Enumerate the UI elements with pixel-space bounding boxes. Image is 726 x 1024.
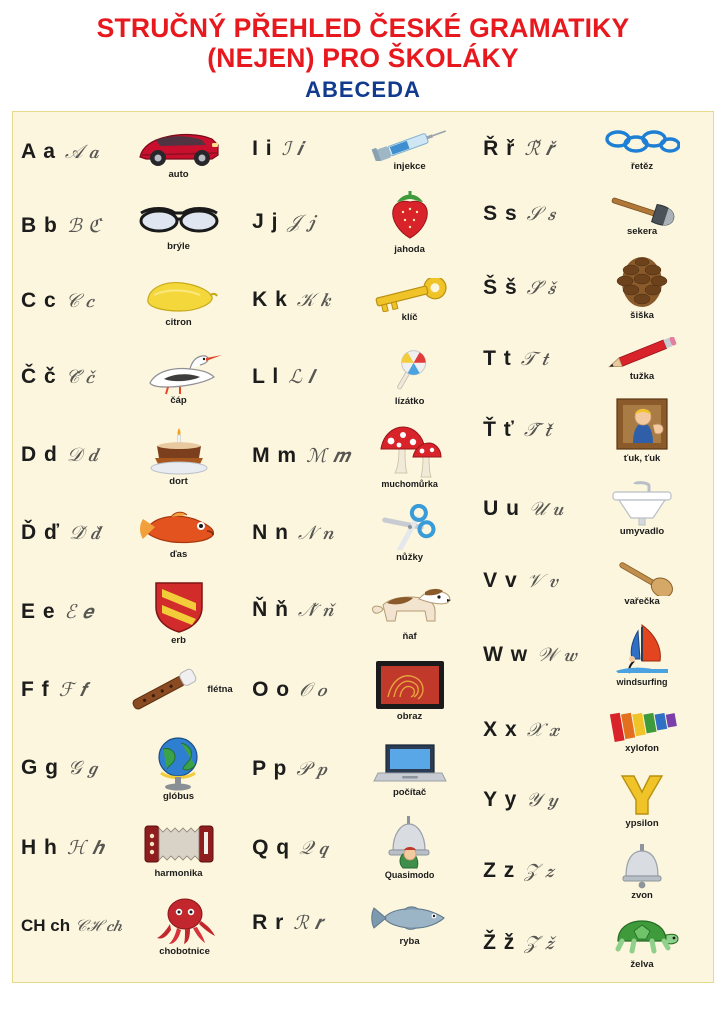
picture-sekera [575, 192, 709, 237]
print-letter-w: W w [483, 643, 529, 667]
letter-pair-m [248, 444, 350, 468]
picture-windsurfing [575, 623, 709, 687]
picture-obraz [344, 659, 475, 722]
print-letter-c-caron: Č č [21, 365, 57, 389]
cursive-letter-m: ℳ 𝒎 [306, 445, 350, 468]
print-letter-l: L l [252, 365, 280, 389]
cursive-letter-t-caron: 𝒯̌ 𝒕̌ [523, 419, 551, 442]
cursive-letter-n: 𝒩 𝒏 [297, 522, 334, 545]
dog-icon [367, 579, 453, 631]
letter-pair-u [479, 497, 575, 521]
caption-citron: citron [165, 316, 192, 328]
print-letter-d-caron: Ď ď [21, 521, 61, 545]
letter-pair-g [17, 756, 113, 780]
alphabet-row-ch [17, 888, 244, 964]
caption-flétna: flétna [207, 684, 233, 696]
cursive-letter-a: 𝒜 𝒂 [64, 141, 99, 164]
letter-pair-q [248, 836, 344, 860]
letter-pair-o [248, 678, 344, 702]
picture-umyvadlo [575, 480, 709, 537]
letter-pair-f [17, 678, 113, 702]
coat-of-arms-icon [152, 579, 206, 635]
alphabet-row-k [248, 262, 475, 338]
print-letter-p: P p [252, 757, 288, 781]
picture-lízátko [344, 348, 475, 407]
scissors-icon [380, 504, 440, 550]
letter-pair-d-caron [17, 521, 113, 545]
picture-počítač [344, 741, 475, 798]
picture-muchomůrka [344, 423, 475, 489]
cursive-letter-d-caron: 𝒟̌ 𝒅̌ [69, 522, 100, 545]
caption-glóbus: glóbus [162, 790, 195, 802]
picture-želva [575, 915, 709, 970]
print-letter-y: Y y [483, 788, 518, 812]
bell-icon [618, 842, 666, 890]
alphabet-row-n [248, 496, 475, 570]
alphabet-row-z-caron [479, 907, 709, 978]
picture-quasimodo [344, 816, 475, 880]
cursive-letter-l: ℒ 𝒍 [288, 366, 314, 389]
picture-brýle [113, 201, 244, 252]
caption-ypsilon: ypsilon [625, 817, 659, 829]
alphabet-row-b [17, 188, 244, 264]
cursive-letter-k: 𝒦 𝒌 [296, 289, 330, 312]
print-letter-b: B b [21, 214, 58, 238]
print-letter-r: R r [252, 911, 285, 935]
laptop-icon [372, 741, 448, 787]
cursive-letter-z: 𝒵 𝒛 [524, 860, 554, 883]
cursive-letter-r: ℛ 𝒓 [293, 912, 323, 935]
alphabet-row-z [479, 836, 709, 907]
letter-pair-z-caron [479, 931, 575, 955]
cursive-letter-y: 𝒴 𝒚 [526, 789, 557, 812]
stork-icon [134, 349, 224, 395]
letter-pair-t-caron [479, 418, 575, 442]
letter-pair-r-caron [479, 137, 575, 161]
glasses-icon [137, 201, 221, 241]
alphabet-row-q [248, 808, 475, 888]
picture-ďas [113, 507, 244, 560]
cursive-letter-o: 𝒪 𝒐 [299, 679, 327, 702]
picture-dort [113, 424, 244, 487]
alphabet-row-e [17, 572, 244, 652]
wooden-spoon-icon [605, 556, 679, 596]
picture-čáp [113, 349, 244, 406]
chain-icon [604, 127, 680, 161]
windsurfer-icon [612, 623, 672, 677]
caption-injekce: injekce [393, 160, 426, 172]
alphabet-row-p [248, 730, 475, 808]
picture-řetěz [575, 127, 709, 172]
caption-sekera: sekera [626, 225, 658, 237]
caption-harmonika: harmonika [154, 867, 203, 879]
caption-zvon: zvon [631, 889, 653, 901]
caption-lízátko: lízátko [394, 395, 425, 407]
letter-pair-c [17, 289, 113, 313]
caption-nůžky: nůžky [396, 551, 424, 563]
letter-pair-w [479, 643, 575, 667]
caption-čáp: čáp [170, 394, 187, 406]
alphabet-row-x [479, 695, 709, 764]
cursive-letter-g: 𝒢 𝒈 [68, 757, 97, 780]
letter-pair-ch [17, 916, 125, 936]
alphabet-row-w [479, 616, 709, 695]
print-letter-i: I i [252, 137, 273, 161]
picture-ňaf [344, 579, 475, 642]
poster-header [12, 14, 714, 103]
print-letter-g: G g [21, 756, 59, 780]
picture-auto [113, 125, 244, 180]
letter-pair-h [17, 836, 113, 860]
octopus-icon [153, 896, 217, 946]
picture-ypsilon [575, 772, 709, 829]
print-letter-d: D d [21, 443, 58, 467]
alphabet-row-g [17, 728, 244, 808]
letter-pair-k [248, 288, 344, 312]
caption-řetěz: řetěz [630, 160, 654, 172]
cursive-letter-c: 𝒞 𝒄 [65, 290, 94, 313]
cursive-letter-s: 𝒮 𝒔 [526, 203, 555, 226]
strawberry-icon [383, 190, 437, 244]
caption-erb: erb [171, 634, 186, 646]
picture-injekce [344, 127, 475, 172]
lemon-icon [140, 275, 218, 317]
caption-šiška: šiška [630, 310, 654, 322]
cursive-letter-w: 𝒲 𝒘 [537, 644, 577, 667]
picture-xylofon [575, 705, 709, 754]
letter-pair-i [248, 137, 344, 161]
alphabet-row-r [248, 888, 475, 958]
print-letter-z: Z z [483, 859, 516, 883]
caption-vařečka: vařečka [624, 595, 660, 607]
print-letter-k: K k [252, 288, 288, 312]
cursive-letter-d: 𝒟 𝒅 [66, 444, 98, 467]
painting-icon [374, 659, 446, 711]
print-letter-a: A a [21, 140, 56, 164]
cursive-letter-z-caron: 𝒵̌ 𝒛̌ [524, 931, 554, 954]
cursive-letter-c-caron: 𝒞̌ 𝒄̌ [65, 366, 94, 389]
letter-pair-t [479, 347, 575, 371]
alphabet-row-u [479, 471, 709, 546]
alphabet-row-d [17, 416, 244, 494]
print-letter-q: Q q [252, 836, 291, 860]
letter-pair-a [17, 140, 113, 164]
cursive-letter-h: ℋ 𝒉 [66, 837, 104, 860]
syringe-icon [368, 127, 452, 161]
cursive-letter-u: 𝒰 𝒖 [528, 497, 563, 520]
picture-klíč [344, 278, 475, 323]
letter-pair-n [248, 521, 344, 545]
cursive-letter-r-caron: ℛ̌ 𝒓̌ [524, 138, 554, 161]
lollipop-icon [374, 348, 446, 394]
letter-pair-y [479, 788, 575, 812]
print-letter-t-caron: Ť ť [483, 418, 515, 442]
alphabet-row-f [17, 652, 244, 728]
alphabet-row-i [248, 116, 475, 182]
cursive-letter-s-caron: 𝒮̌ 𝒔̌ [526, 276, 555, 299]
caption-želva: želva [630, 959, 654, 971]
cursive-letter-n-caron: 𝒩̌ 𝒏̌ [297, 599, 334, 622]
caption-obraz: obraz [396, 710, 423, 722]
caption-tužka: tužka [629, 370, 655, 382]
picture-vařečka [575, 556, 709, 607]
fly-agaric-icon [377, 423, 443, 479]
caption-tuk-tuk: ťuk, ťuk [623, 452, 661, 464]
caption-quasimodo: Quasimodo [384, 870, 435, 881]
caption-umyvadlo: umyvadlo [619, 526, 665, 538]
letter-pair-x [479, 718, 575, 742]
caption-brýle: brýle [167, 240, 190, 252]
alphabet-column-2 [246, 116, 477, 978]
alphabet-row-v [479, 546, 709, 615]
letter-pair-z [479, 859, 575, 883]
letter-y-icon [616, 772, 668, 818]
alphabet-row-r-caron [479, 116, 709, 181]
print-letter-h: H h [21, 836, 58, 860]
picture-flétna [113, 668, 244, 712]
alphabet-row-h [17, 808, 244, 888]
letter-pair-s [479, 202, 575, 226]
caption-ryba: ryba [399, 935, 420, 947]
print-letter-s-caron: Š š [483, 275, 518, 299]
letter-pair-b [17, 214, 113, 238]
letter-pair-j [248, 210, 344, 234]
poster-title-line1: STRUČNÝ PŘEHLED ČESKÉ GRAMATIKY [96, 13, 630, 43]
alphabet-row-c [17, 264, 244, 338]
alphabet-row-d-caron [17, 494, 244, 572]
alphabet-row-o [248, 650, 475, 730]
cursive-letter-ch: 𝒞ℋ 𝒄𝒉 [75, 916, 122, 936]
cursive-letter-b: ℬ ℭ [66, 215, 102, 238]
fish-icon [370, 900, 450, 936]
flute-icon [124, 668, 204, 712]
alphabet-row-y [479, 764, 709, 835]
caption-dort: dort [169, 475, 188, 487]
print-letter-j: J j [252, 210, 279, 234]
letter-pair-l [248, 365, 344, 389]
knock-door-icon [613, 397, 671, 453]
alphabet-row-t-caron [479, 390, 709, 471]
caption-xylofon: xylofon [625, 743, 659, 755]
globe-icon [153, 735, 205, 791]
alphabet-row-j [248, 182, 475, 262]
alphabet-column-1 [15, 116, 246, 978]
print-letter-r-caron: Ř ř [483, 137, 516, 161]
sink-icon [609, 480, 675, 526]
alphabet-row-m [248, 416, 475, 496]
cake-icon [143, 424, 215, 476]
xylophone-icon [606, 705, 678, 743]
letter-pair-p [248, 757, 344, 781]
picture-erb [113, 579, 244, 646]
alphabet-row-t [479, 328, 709, 389]
print-letter-v: V v [483, 569, 518, 593]
caption-auto: auto [168, 168, 189, 180]
caption-počítač: počítač [392, 786, 427, 798]
letter-pair-c-caron [17, 365, 113, 389]
print-letter-e: E e [21, 600, 56, 624]
alphabet-row-s-caron [479, 247, 709, 328]
alphabet-row-c-caron [17, 338, 244, 416]
cursive-letter-e: ℰ 𝒆 [64, 601, 94, 624]
caption-chobotnice: chobotnice [159, 945, 210, 957]
accordion-icon [141, 818, 217, 868]
picture-citron [113, 275, 244, 328]
caption-klíč: klíč [401, 311, 418, 323]
print-letter-c: C c [21, 289, 57, 313]
picture-chobotnice [125, 896, 244, 957]
poster-subtitle: ABECEDA [305, 77, 421, 103]
cursive-letter-t: 𝒯 𝒕 [520, 348, 548, 371]
alphabet-row-l [248, 338, 475, 416]
cursive-letter-p: 𝒫 𝒑 [296, 758, 327, 781]
pencil-icon [603, 337, 681, 371]
print-letter-x: X x [483, 717, 518, 741]
letter-pair-d [17, 443, 113, 467]
letter-pair-s-caron [479, 276, 575, 300]
cursive-letter-v: 𝒱 𝒗 [526, 570, 558, 593]
turtle-icon [604, 915, 680, 959]
print-letter-n: N n [252, 521, 289, 545]
caption-ňaf: ňaf [402, 630, 417, 642]
print-letter-s: S s [483, 202, 518, 226]
caption-jahoda: jahoda [394, 243, 425, 255]
picture-ryba [344, 900, 475, 947]
cursive-letter-j: 𝒥 𝒋 [287, 211, 315, 234]
picture-tužka [575, 337, 709, 382]
letter-pair-e [17, 600, 113, 624]
picture-harmonika [113, 818, 244, 879]
car-icon [136, 125, 222, 169]
alphabet-row-n-caron [248, 570, 475, 650]
alphabet-row-a [17, 116, 244, 188]
alphabet-row-s [479, 182, 709, 247]
key-icon [368, 278, 452, 312]
print-letter-u: U u [483, 496, 520, 520]
print-letter-n-caron: Ň ň [252, 598, 289, 622]
letter-pair-v [479, 569, 575, 593]
caption-ďas: ďas [169, 548, 188, 560]
picture-jahoda [344, 190, 475, 255]
pinecone-icon [613, 254, 671, 310]
cursive-letter-i: ℐ 𝒊 [281, 138, 302, 161]
print-letter-t: T t [483, 347, 512, 371]
picture-glóbus [113, 735, 244, 802]
print-letter-ch: CH ch [21, 916, 71, 936]
print-letter-f: F f [21, 678, 50, 702]
print-letter-m: M m [252, 444, 298, 468]
picture-zvon [575, 842, 709, 901]
letter-pair-r [248, 911, 344, 935]
alphabet-grid [12, 111, 714, 983]
print-letter-o: O o [252, 678, 291, 702]
poster-title-line2: (NEJEN) PRO ŠKOLÁKY [207, 42, 519, 73]
devilfish-icon [137, 507, 221, 549]
cursive-letter-x: 𝒳 𝒙 [526, 718, 559, 741]
cursive-letter-q: 𝒬 𝒒 [299, 837, 328, 860]
picture-nůžky [344, 504, 475, 563]
axe-icon [605, 192, 679, 226]
alphabet-column-3 [477, 116, 711, 978]
print-letter-z-caron: Ž ž [483, 930, 516, 954]
caption-muchomůrka: muchomůrka [381, 479, 438, 490]
quasimodo-bell-icon [377, 816, 443, 870]
picture-tuk-tuk [575, 397, 709, 464]
letter-pair-n-caron [248, 598, 344, 622]
picture-šiška [575, 254, 709, 321]
cursive-letter-f: ℱ 𝒇 [58, 679, 87, 702]
caption-windsurfing: windsurfing [616, 677, 668, 688]
